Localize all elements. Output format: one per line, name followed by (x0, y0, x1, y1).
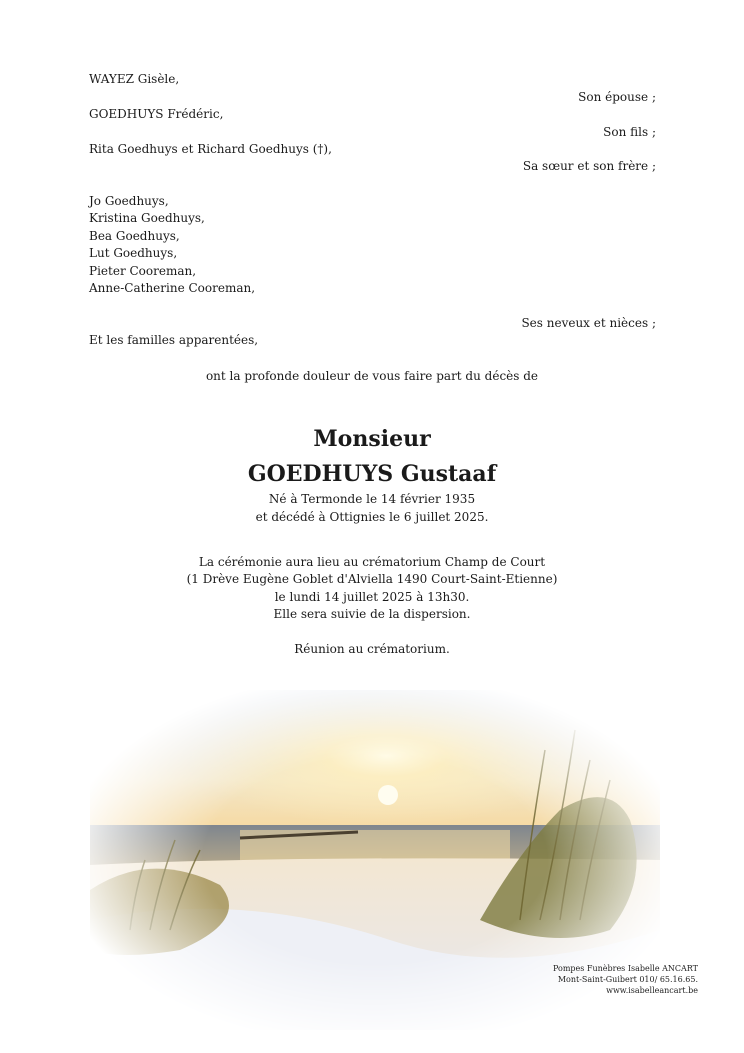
birth-line: Né à Termonde le 14 février 1935 (268, 492, 476, 506)
nephew-4: Lut Goedhuys, (89, 246, 178, 260)
announcement: ont la profonde douleur de vous faire part du décès de (205, 369, 539, 383)
son-role: Son fils ; (603, 125, 656, 139)
reunion-line: Réunion au crématorium. (294, 642, 450, 656)
footer-website: www.isabelleancart.be (606, 986, 698, 995)
death-line: et décédé à Ottignies le 6 juillet 2025. (255, 510, 489, 524)
spouse-name: WAYEZ Gisèle, (89, 72, 180, 86)
nephew-1: Jo Goedhuys, (89, 194, 169, 208)
ceremony-line-1: La cérémonie aura lieu au crématorium Champ de Court (198, 555, 546, 569)
footer-phone: Mont-Saint-Guibert 010/ 65.16.65. (557, 975, 698, 984)
nephew-3: Bea Goedhuys, (89, 229, 180, 243)
ceremony-line-2: (1 Drève Eugène Goblet d'Alviella 1490 Court-Saint-Etienne) (186, 572, 558, 586)
siblings-role: Sa sœur et son frère ; (522, 159, 656, 173)
ceremony-line-4: Elle sera suivie de la dispersion. (273, 607, 471, 621)
ceremony-line-3: le lundi 14 juillet 2025 à 13h30. (274, 590, 470, 604)
deceased-name: GOEDHUYS Gustaaf (247, 461, 497, 487)
footer-company: Pompes Funèbres Isabelle ANCART (552, 964, 698, 973)
nephew-5: Pieter Cooreman, (89, 264, 197, 278)
nephew-2: Kristina Goedhuys, (89, 211, 205, 225)
spouse-role: Son épouse ; (578, 90, 656, 104)
nephew-6: Anne-Catherine Cooreman, (89, 281, 256, 295)
nephews-role: Ses neveux et nièces ; (521, 316, 656, 330)
siblings-name: Rita Goedhuys et Richard Goedhuys (†), (89, 142, 332, 156)
deceased-title: Monsieur (313, 426, 431, 452)
son-name: GOEDHUYS Frédéric, (89, 107, 224, 121)
families-line: Et les familles apparentées, (89, 333, 259, 347)
